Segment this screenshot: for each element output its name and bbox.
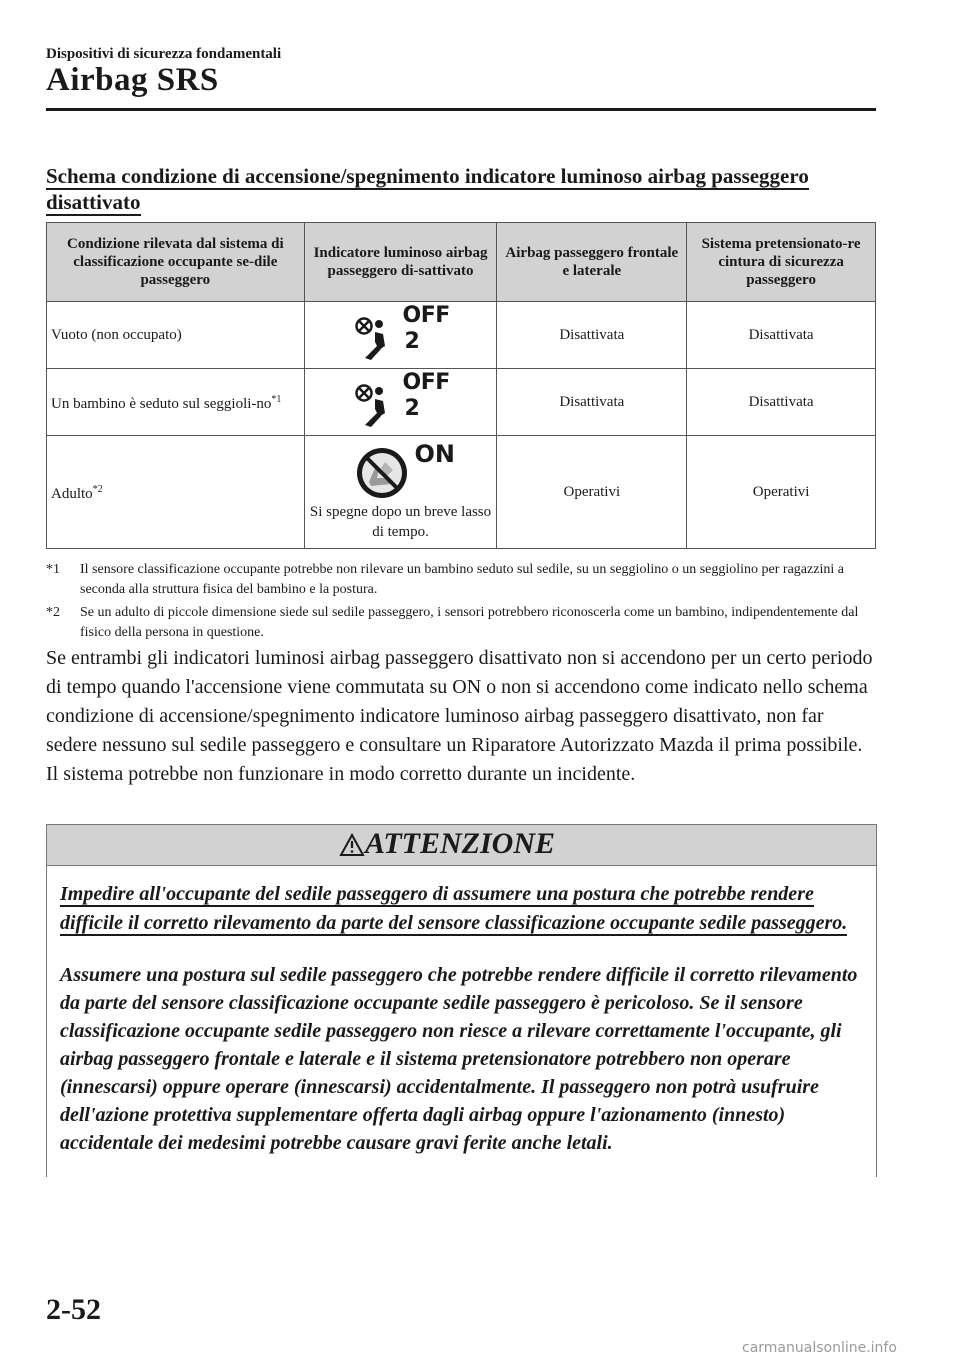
footnote-ref: *1 xyxy=(271,394,282,405)
warning-title: ATTENZIONE xyxy=(365,827,556,860)
header-indicator: Indicatore luminoso airbag passeggero di-sattivato xyxy=(304,223,497,302)
passenger-airbag-off-icon xyxy=(355,383,401,429)
indicator-off-label: OFF xyxy=(402,303,450,328)
condition-cell xyxy=(47,436,305,549)
indicator-cell xyxy=(304,302,497,369)
footnote-2 xyxy=(46,603,876,643)
pretensioner-cell: Operativi xyxy=(687,436,876,549)
condition-cell xyxy=(47,369,305,436)
condition-text: Vuoto (non occupato) xyxy=(51,327,182,343)
header-section-label: Dispositivi di sicurezza fondamentali xyxy=(46,46,282,62)
footnote-text: Il sensore classificazione occupante potrebbe non rilevare un bambino seduto sul sedile, su un seggiolino o un seggiolino per ragazzini a seconda alla struttura fisica del bambino e la postura. xyxy=(80,562,844,597)
header-pretensioner: Sistema pretensionato-re cintura di sicurezza passeggero xyxy=(687,223,876,302)
table-row xyxy=(47,302,876,369)
warning-emphasis xyxy=(60,880,870,938)
indicator-status-table xyxy=(46,222,876,549)
warning-emphasis-text: Impedire all'occupante del sedile passeggero di assumere una postura che potrebbe rendere difficile il corretto rilevamento da parte del sensore classificazione occupante sedile passeggero. xyxy=(60,883,848,934)
passenger-airbag-off-icon xyxy=(355,316,401,362)
indicator-number: 2 xyxy=(404,396,420,421)
warning-header xyxy=(47,825,876,866)
indicator-cell xyxy=(304,436,497,549)
indicator-off-label: OFF xyxy=(402,370,450,395)
header-condition: Condizione rilevata dal sistema di classificazione occupante se-dile passeggero xyxy=(47,223,305,302)
warning-triangle-icon xyxy=(339,833,365,857)
airbag-cell: Disattivata xyxy=(497,302,687,369)
passenger-airbag-on-icon xyxy=(355,446,409,500)
header-airbag: Airbag passeggero frontale e laterale xyxy=(497,223,687,302)
indicator-cell xyxy=(304,369,497,436)
table-header-row xyxy=(47,223,876,302)
indicator-on-label: ON xyxy=(414,440,456,468)
airbag-cell: Disattivata xyxy=(497,369,687,436)
warning-box xyxy=(46,824,877,1177)
section-title-text: Schema condizione di accensione/spegnimento indicatore luminoso airbag passeggero disattivato xyxy=(46,164,809,214)
airbag-cell: Operativi xyxy=(497,436,687,549)
condition-text: Un bambino è seduto sul seggioli-no xyxy=(51,396,272,412)
body-paragraph: Se entrambi gli indicatori luminosi airbag passeggero disattivato non si accendono per un certo periodo di tempo quando l'accensione viene commutata su ON o non si accendono come indicato nello schema condizione di accensione/spegnimento indicatore luminoso airbag passeggero disattivato, non far sedere nessuno sul sedile passeggero e consultare un Riparatore Autorizzato Mazda il prima possibile. Il sistema potrebbe non funzionare in modo corretto durante un incidente. xyxy=(46,647,873,785)
page-title: Airbag SRS xyxy=(46,62,219,98)
pretensioner-cell: Disattivata xyxy=(687,369,876,436)
footnote-ref: *2 xyxy=(92,484,103,495)
indicator-note: Si spegne dopo un breve lasso di tempo. xyxy=(309,504,492,540)
header-divider xyxy=(46,108,876,111)
table-row xyxy=(47,436,876,549)
condition-cell xyxy=(47,302,305,369)
section-title xyxy=(46,163,876,215)
watermark: carmanualsonline.info xyxy=(742,1340,897,1356)
footnote-text: Se un adulto di piccole dimensione siede sul sedile passeggero, i sensori potrebbero riconoscerla come un bambino, indipendentemente dal fisico della persona in questione. xyxy=(80,605,859,640)
table-row xyxy=(47,369,876,436)
footnote-mark: *2 xyxy=(46,605,60,620)
footnote-1 xyxy=(46,560,876,600)
indicator-number: 2 xyxy=(404,329,420,354)
page-number: 2-52 xyxy=(46,1293,101,1326)
footnote-mark: *1 xyxy=(46,562,60,577)
warning-text: Assumere una postura sul sedile passeggero che potrebbe rendere difficile il corretto rilevamento da parte del sensore classificazione occupante sedile passeggero è pericoloso. Se il sensore classificazione occupante sedile passeggero non riesce a rilevare correttamente l'occupante, gli airbag passeggero frontale e laterale e il sistema pretensionatore potrebbero non operare (innescarsi) oppure operare (innescarsi) accidentalmente. Il passeggero non potrà usufruire dell'azione protettiva supplementare offerta dagli airbag oppure l'azionamento (innesto) accidentale dei medesimi potrebbe causare gravi ferite anche letali. xyxy=(60,964,858,1154)
pretensioner-cell: Disattivata xyxy=(687,302,876,369)
condition-text: Adulto xyxy=(51,486,93,502)
